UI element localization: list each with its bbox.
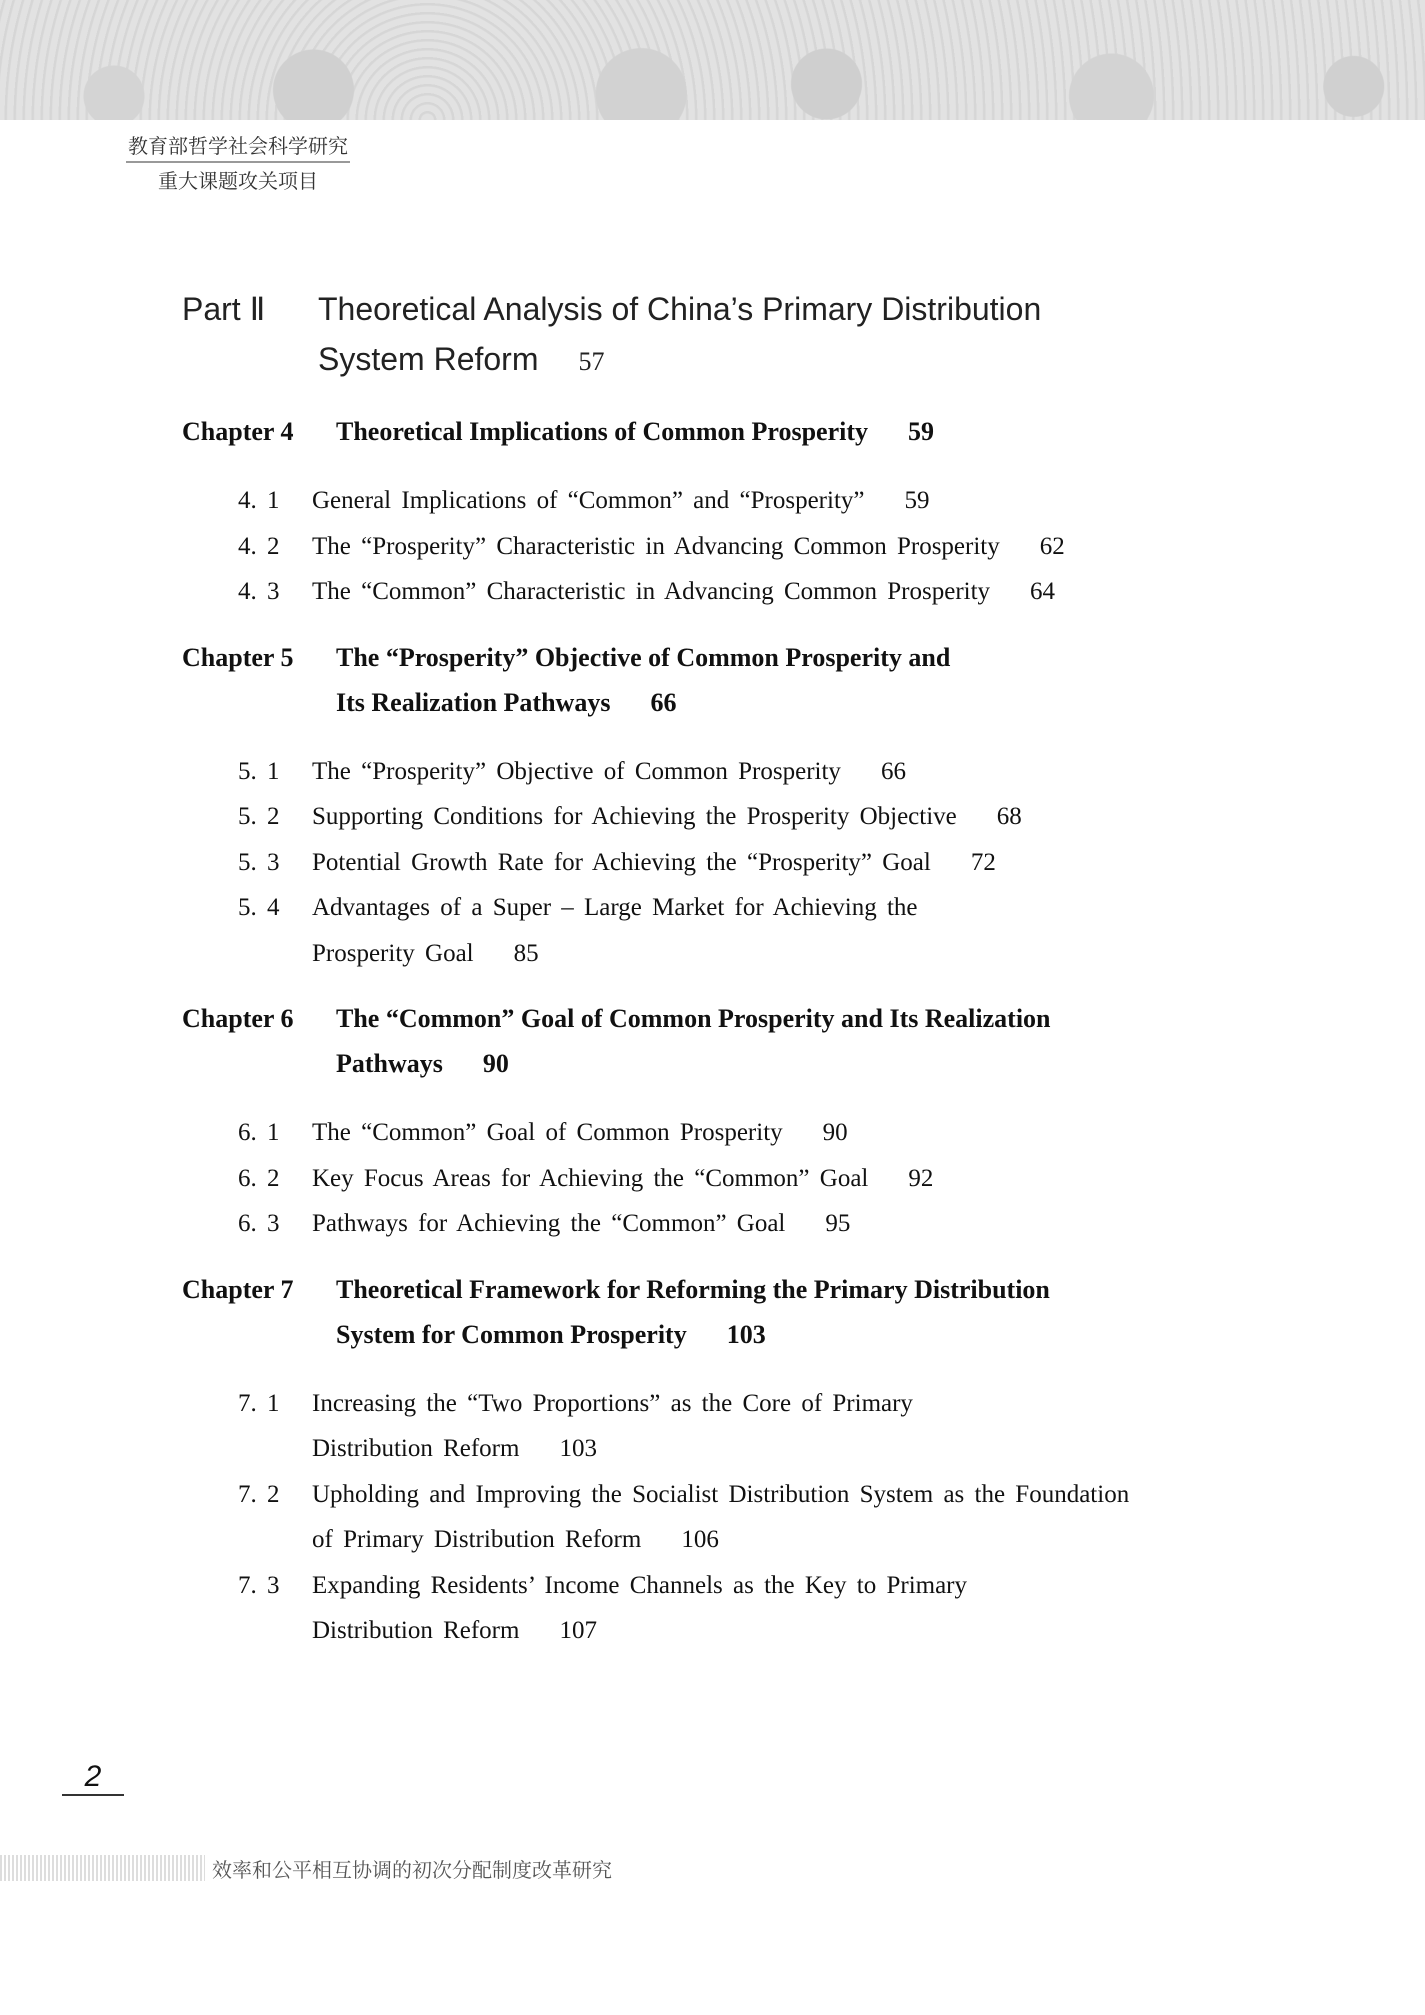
table-of-contents — [182, 284, 1232, 1654]
toc-section[interactable] — [238, 749, 1232, 795]
section-page: 59 — [904, 487, 930, 514]
chapter-title-line1: The “Prosperity” Objective of Common Prosperity and — [336, 642, 951, 672]
section-title: The “Prosperity” Objective of Common Prosperity — [312, 757, 841, 785]
toc-section[interactable] — [238, 885, 1232, 976]
section-title: Potential Growth Rate for Achieving the “Prosperity” Goal — [312, 848, 931, 876]
section-title: Pathways for Achieving the “Common” Goal — [312, 1210, 786, 1237]
toc-chapter[interactable] — [182, 996, 1232, 1086]
section-title-line2: Prosperity Goal — [312, 939, 474, 967]
section-title-line1: Increasing the “Two Proportions” as the Core of Primary — [312, 1389, 913, 1417]
chapter-page: 66 — [650, 687, 677, 717]
chapter-title-line2: System for Common Prosperity — [336, 1319, 687, 1349]
section-title-line2: Distribution Reform — [312, 1435, 520, 1462]
section-page: 62 — [1039, 532, 1065, 560]
toc-section[interactable] — [238, 1201, 1232, 1247]
page-number: 2 — [62, 1760, 124, 1796]
section-number: 6. 2 — [238, 1164, 280, 1192]
toc-chapter[interactable] — [182, 409, 1232, 454]
section-title-line1: Upholding and Improving the Socialist Distribution System as the Foundation — [312, 1480, 1130, 1508]
section-title: The “Common” Goal of Common Prosperity — [312, 1119, 783, 1146]
section-title-line1: Advantages of a Super – Large Market for Achieving the — [312, 894, 918, 921]
toc-chapter[interactable] — [182, 635, 1232, 725]
section-number: 4. 3 — [238, 578, 280, 605]
section-title: Supporting Conditions for Achieving the Prosperity Objective — [312, 803, 957, 830]
section-page: 68 — [996, 803, 1022, 830]
toc-section[interactable] — [238, 1472, 1232, 1563]
toc-section[interactable] — [238, 1156, 1232, 1202]
chapter-page: 103 — [726, 1319, 766, 1349]
section-title: General Implications of “Common” and “Prosperity” — [312, 487, 865, 514]
series-header-line1: 教育部哲学社会科学研究 — [126, 130, 350, 163]
section-page: 66 — [880, 757, 906, 785]
section-number: 5. 3 — [238, 848, 280, 876]
chapter-label: Chapter 6 — [182, 1004, 294, 1033]
part-title-line2: System Reform — [318, 341, 539, 377]
toc-section[interactable] — [238, 840, 1232, 886]
chapter-page: 59 — [907, 417, 934, 446]
section-number: 5. 1 — [238, 757, 280, 785]
chapter-label: Chapter 4 — [182, 417, 294, 446]
chapter-title-line1: Theoretical Framework for Reforming the Primary Distribution — [336, 1274, 1050, 1304]
section-page: 92 — [908, 1164, 934, 1192]
footer-book-title: 效率和公平相互协调的初次分配制度改革研究 — [212, 1858, 612, 1882]
chapter-page: 90 — [482, 1049, 509, 1078]
section-title-line1: Expanding Residents’ Income Channels as the Key to Primary — [312, 1571, 968, 1599]
toc-section[interactable] — [238, 794, 1232, 840]
chapter-label: Chapter 5 — [182, 642, 294, 672]
toc-chapter[interactable] — [182, 1267, 1232, 1357]
section-title: The “Prosperity” Characteristic in Advancing Common Prosperity — [312, 532, 1000, 560]
section-number: 6. 3 — [238, 1210, 280, 1237]
section-page: 72 — [970, 848, 996, 876]
toc-section[interactable] — [238, 1110, 1232, 1156]
section-number: 7. 2 — [238, 1480, 280, 1508]
section-title-line2: of Primary Distribution Reform — [312, 1526, 642, 1553]
decorative-dot-pattern — [0, 1855, 205, 1881]
section-page: 107 — [559, 1617, 597, 1644]
chapter-title-line1: The “Common” Goal of Common Prosperity and Its Realization — [336, 1004, 1051, 1033]
series-header — [126, 130, 350, 194]
section-title-line2: Distribution Reform — [312, 1617, 520, 1644]
series-header-line2: 重大课题攻关项目 — [158, 169, 318, 193]
section-number: 4. 2 — [238, 532, 280, 560]
section-number: 7. 3 — [238, 1571, 280, 1599]
section-title: The “Common” Characteristic in Advancing Common Prosperity — [312, 578, 991, 605]
decorative-cloud-banner — [0, 0, 1425, 120]
section-number: 7. 1 — [238, 1389, 280, 1417]
part-page: 57 — [578, 347, 605, 376]
section-page: 95 — [825, 1210, 851, 1237]
toc-section[interactable] — [238, 1563, 1232, 1654]
part-label: Part Ⅱ — [182, 291, 266, 327]
toc-section[interactable] — [238, 1381, 1232, 1472]
chapter-title-line2: Pathways — [336, 1049, 443, 1078]
section-page: 106 — [681, 1526, 719, 1553]
toc-section[interactable] — [238, 569, 1232, 615]
chapter-title-line2: Its Realization Pathways — [336, 687, 611, 717]
section-page: 85 — [513, 939, 539, 967]
section-number: 5. 4 — [238, 894, 280, 921]
section-page: 64 — [1030, 578, 1056, 605]
section-number: 5. 2 — [238, 803, 280, 830]
section-page: 103 — [559, 1435, 597, 1462]
toc-section[interactable] — [238, 524, 1232, 570]
section-number: 4. 1 — [238, 487, 280, 514]
section-page: 90 — [822, 1119, 848, 1146]
toc-section[interactable] — [238, 478, 1232, 524]
part-title-line1: Theoretical Analysis of China’s Primary Distribution — [318, 291, 1042, 327]
chapter-label: Chapter 7 — [182, 1274, 294, 1304]
toc-part[interactable] — [182, 284, 1232, 387]
section-title: Key Focus Areas for Achieving the “Common” Goal — [312, 1164, 869, 1192]
section-number: 6. 1 — [238, 1119, 280, 1146]
chapter-title: Theoretical Implications of Common Prosperity — [336, 417, 868, 446]
